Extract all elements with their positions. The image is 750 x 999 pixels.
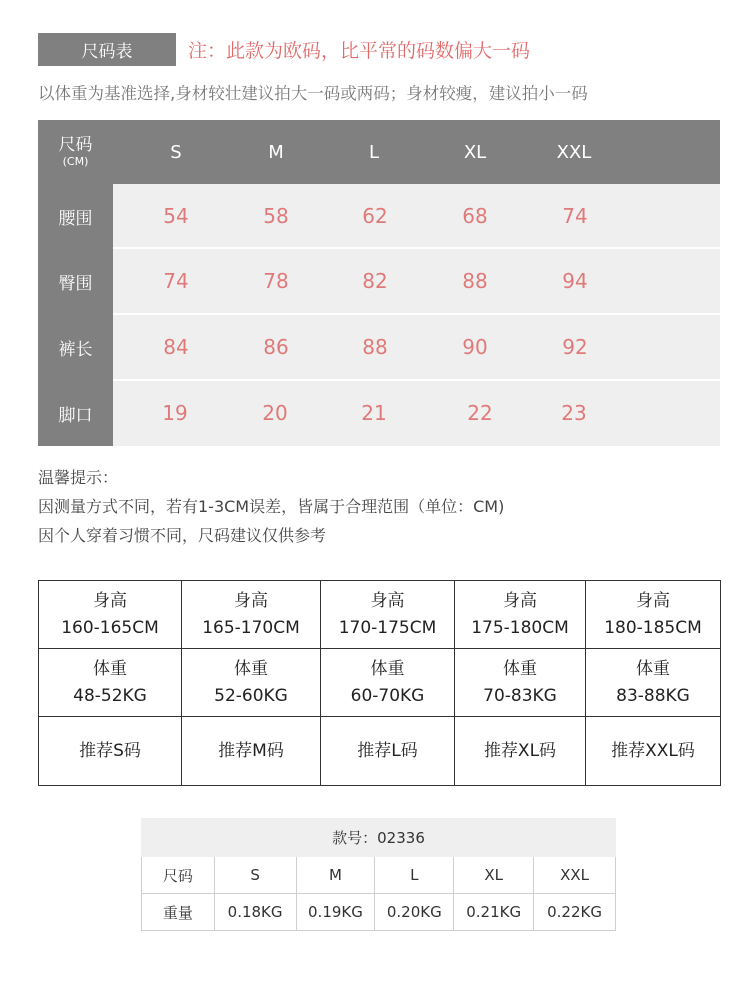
tips-section <box>38 463 504 550</box>
weight-cell <box>182 649 321 717</box>
weight-table-size-m: M <box>296 857 375 894</box>
weight-cell <box>39 649 182 717</box>
weight-table-size-s: S <box>214 857 296 894</box>
product-weight-table <box>141 818 616 931</box>
european-size-note: 注：此款为欧码，比平常的码数偏大一码 <box>188 40 531 62</box>
weight-cell <box>586 649 721 717</box>
height-range: 160-165CM <box>61 617 159 638</box>
weight-label: 体重 <box>370 658 405 679</box>
weight-range: 83-88KG <box>616 685 690 706</box>
waist-value-xxl: 74 <box>562 204 588 228</box>
weight-table-weight-row <box>142 894 616 931</box>
height-range: 165-170CM <box>202 617 300 638</box>
weight-table-size-l: L <box>375 857 454 894</box>
size-measurement-table <box>38 120 720 446</box>
size-header-m: M <box>268 141 284 163</box>
selection-advice: 以体重为基准选择,身材较壮建议拍大一码或两码；身材较瘦，建议拍小一码 <box>38 84 588 103</box>
height-range: 170-175CM <box>338 617 437 638</box>
hip-value-xl: 88 <box>462 269 488 293</box>
recommend-cell-xxl: 推荐XXL码 <box>586 717 721 786</box>
height-label: 身高 <box>370 590 405 611</box>
weight-label: 体重 <box>503 658 537 679</box>
weight-table-size-xxl: XXL <box>534 857 616 894</box>
weight-range: 52-60KG <box>214 685 288 706</box>
weight-label: 体重 <box>234 658 268 679</box>
height-row <box>39 581 721 649</box>
weight-value-s: 0.18KG <box>214 894 296 931</box>
waist-value-s: 54 <box>163 204 189 228</box>
weight-label: 体重 <box>636 658 670 679</box>
size-header-s: S <box>170 141 182 163</box>
hip-value-l: 82 <box>362 269 388 293</box>
height-label: 身高 <box>636 590 670 611</box>
height-cell <box>586 581 721 649</box>
recommend-cell-l: 推荐L码 <box>321 717 455 786</box>
size-corner-unit: (CM) <box>62 155 89 168</box>
hem-value-s: 19 <box>162 401 188 425</box>
style-number: 款号：02336 <box>142 819 616 857</box>
row-label-hip: 臀围 <box>58 273 93 294</box>
recommend-cell-s: 推荐S码 <box>39 717 182 786</box>
hip-value-m: 78 <box>263 269 289 293</box>
recommend-cell-m: 推荐M码 <box>182 717 321 786</box>
tips-reference-only: 因个人穿着习惯不同，尺码建议仅供参考 <box>38 526 327 545</box>
size-header-xxl: XXL <box>556 141 592 163</box>
weight-range: 60-70KG <box>350 685 425 706</box>
hem-value-m: 20 <box>262 401 288 425</box>
size-header-l: L <box>368 141 380 163</box>
waist-value-m: 58 <box>263 204 289 228</box>
weight-value-m: 0.19KG <box>296 894 375 931</box>
row-label-length: 裤长 <box>58 339 93 360</box>
length-value-xxl: 92 <box>562 335 588 359</box>
height-label: 身高 <box>503 590 537 611</box>
height-label: 身高 <box>93 590 127 611</box>
height-cell <box>39 581 182 649</box>
hem-value-xxl: 23 <box>561 401 587 425</box>
size-header-xl: XL <box>463 141 487 163</box>
weight-cell <box>455 649 586 717</box>
hem-value-l: 21 <box>361 401 387 425</box>
row-label-waist: 腰围 <box>58 208 93 229</box>
size-corner-cell <box>38 120 113 184</box>
weight-table-size-row <box>142 857 616 894</box>
tips-measurement-error: 因测量方式不同，若有1-3CM误差，皆属于合理范围（单位：CM) <box>38 497 505 516</box>
weight-cell <box>321 649 455 717</box>
weight-table-size-xl: XL <box>454 857 534 894</box>
weight-value-l: 0.20KG <box>375 894 454 931</box>
weight-label: 体重 <box>93 658 127 679</box>
height-range: 180-185CM <box>604 617 702 638</box>
weight-range: 48-52KG <box>73 685 147 706</box>
recommend-row <box>39 717 721 786</box>
length-value-l: 88 <box>362 335 388 359</box>
weight-value-xxl: 0.22KG <box>534 894 616 931</box>
recommend-cell-xl: 推荐XL码 <box>455 717 586 786</box>
tips-title: 温馨提示： <box>38 468 119 487</box>
weight-table-size-label: 尺码 <box>142 857 215 894</box>
hem-value-xl: 22 <box>467 401 493 425</box>
height-cell <box>455 581 586 649</box>
height-cell <box>321 581 455 649</box>
size-recommendation-table <box>38 580 721 786</box>
size-chart-title: 尺码表 <box>38 33 176 66</box>
waist-value-l: 62 <box>362 204 388 228</box>
waist-value-xl: 68 <box>462 204 488 228</box>
row-label-hem: 脚口 <box>58 405 93 426</box>
height-cell <box>182 581 321 649</box>
weight-table-weight-label: 重量 <box>142 894 215 931</box>
weight-table-caption-row <box>142 819 616 857</box>
length-value-s: 84 <box>163 335 189 359</box>
height-label: 身高 <box>234 590 268 611</box>
hip-value-s: 74 <box>163 269 189 293</box>
weight-row <box>39 649 721 717</box>
hip-value-xxl: 94 <box>562 269 588 293</box>
weight-value-xl: 0.21KG <box>454 894 534 931</box>
weight-range: 70-83KG <box>483 685 557 706</box>
length-value-m: 86 <box>263 335 289 359</box>
size-corner-label: 尺码 <box>58 135 93 155</box>
length-value-xl: 90 <box>462 335 488 359</box>
height-range: 175-180CM <box>471 617 569 638</box>
